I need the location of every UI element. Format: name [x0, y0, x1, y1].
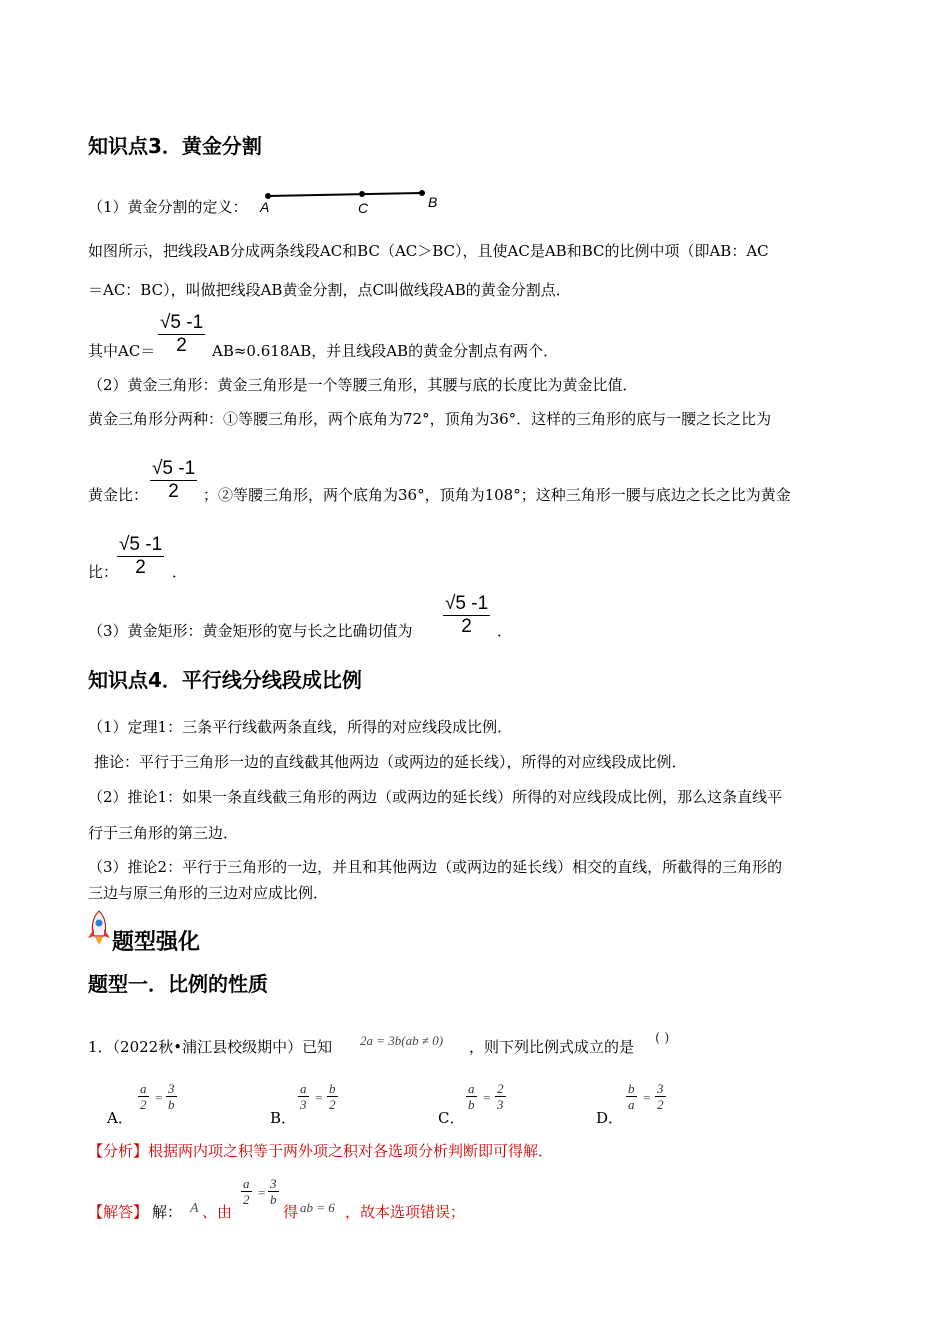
- k3-line8-pre: （3）黄金矩形：黄金矩形的宽与长之比确切值为: [88, 622, 413, 640]
- option-d-eq: =: [643, 1090, 651, 1105]
- k3-line5: 黄金三角形分两种：①等腰三角形，两个底角为72°，顶角为36°．这样的三角形的底与一腰之长之比为: [88, 410, 772, 428]
- k3-line4: （2）黄金三角形：黄金三角形是一个等腰三角形，其腰与底的长度比为黄金比值．: [88, 376, 638, 394]
- fraction-denominator: 2: [135, 557, 146, 578]
- golden-fraction-1: [158, 312, 205, 357]
- option-a-eq: =: [155, 1090, 163, 1105]
- q1-stem-post: ，则下列比例式成立的是: [469, 1038, 635, 1056]
- k3-line7-pre: 比：: [88, 563, 119, 581]
- fraction-denominator: 2: [176, 335, 187, 356]
- fraction-numerator: √5 -1: [445, 593, 489, 614]
- option-b-left-fraction: $\frac{a}{3}$: [300, 1081, 307, 1112]
- segment-line: [268, 193, 422, 196]
- q1-stem-pre: 1．（2022秋•浦江县校级期中）已知: [88, 1038, 333, 1056]
- k3-line7-post: ．: [172, 563, 188, 581]
- q1-answer-math: ab = 6: [300, 1200, 335, 1215]
- k4-line6: 三边与原三角形的三边对应成比例．: [88, 884, 329, 902]
- k3-line8-post: ．: [497, 622, 513, 640]
- q1-answer-a: A: [190, 1201, 199, 1216]
- label-c: C: [358, 200, 369, 216]
- golden-fraction-4: [443, 593, 490, 638]
- option-b-eq: =: [315, 1090, 323, 1105]
- golden-fraction-2: [150, 458, 197, 503]
- q1-answer-you: 、由: [202, 1203, 233, 1221]
- golden-fraction-3: [117, 534, 164, 579]
- k3-line6-post: ；②等腰三角形，两个底角为36°，顶角为108°；这种三角形一腰与底边之长之比为黄金: [203, 486, 791, 504]
- option-b-label[interactable]: B．: [270, 1109, 297, 1127]
- q1-answer-tail: ，故本选项错误；: [345, 1203, 466, 1221]
- q1-stem-math: 2a = 3b(ab ≠ 0): [360, 1033, 444, 1048]
- k4-line3: （2）推论1：如果一条直线截三角形的两边（或两边的延长线）所得的对应线段成比例，那么这条直线平: [88, 788, 783, 806]
- option-d-right-fraction: $\frac{3}{2}$: [657, 1081, 664, 1112]
- section-title: 题型强化: [112, 930, 201, 955]
- k3-line1: 如图所示，把线段AB分成两条线段AC和BC（AC＞BC），且使AC是AB和BC的比例中项（即AB：AC: [88, 242, 769, 260]
- option-b-right-fraction: $\frac{b}{2}$: [329, 1081, 336, 1112]
- option-d-label[interactable]: D．: [596, 1109, 624, 1127]
- heading-k3: 知识点3．黄金分割: [88, 134, 262, 158]
- k4-line1: （1）定理1：三条平行线截两条直线，所得的对应线段成比例．: [88, 718, 513, 736]
- option-c-eq: =: [483, 1090, 491, 1105]
- option-a-label[interactable]: A．: [107, 1109, 133, 1127]
- fraction-denominator: 2: [461, 616, 472, 637]
- section-subtitle: 题型一．比例的性质: [88, 972, 268, 996]
- point-c: [359, 191, 365, 197]
- golden-def-label: （1）黄金分割的定义：: [88, 198, 248, 216]
- k3-line3-pre: 其中AC＝: [88, 342, 156, 360]
- segment-diagram: [258, 186, 448, 216]
- k3-line3-post: AB≈0.618AB，并且线段AB的黄金分割点有两个．: [212, 342, 559, 360]
- q1-answer-right-fraction: $\frac{3}{b}$: [270, 1176, 277, 1207]
- k4-line4: 行于三角形的第三边．: [88, 824, 239, 842]
- option-c-left-fraction: $\frac{a}{b}$: [468, 1081, 475, 1112]
- q1-answer-eq: =: [258, 1185, 266, 1200]
- k3-line6-pre: 黄金比：: [88, 486, 149, 504]
- option-d-left-fraction: $\frac{b}{a}$: [628, 1081, 635, 1112]
- label-a: A: [260, 199, 270, 215]
- k4-line2: 推论：平行于三角形一边的直线截其他两边（或两边的延长线），所得的对应线段成比例．: [94, 753, 687, 771]
- option-a-left-fraction: $\frac{a}{2}$: [140, 1081, 147, 1112]
- q1-answer-jie: 解：: [152, 1203, 183, 1221]
- fraction-denominator: 2: [168, 481, 179, 502]
- q1-analysis: 【分析】根据两内项之积等于两外项之积对各选项分析判断即可得解．: [88, 1142, 554, 1160]
- point-b: [419, 190, 425, 196]
- k3-line2: ＝AC：BC），叫做把线段AB黄金分割，点C叫做线段AB的黄金分割点．: [88, 281, 571, 299]
- k4-line5: （3）推论2：平行于三角形的一边，并且和其他两边（或两边的延长线）相交的直线，所截得的三角形的: [88, 858, 783, 876]
- fraction-numerator: √5 -1: [160, 312, 204, 333]
- fraction-numerator: √5 -1: [119, 534, 163, 555]
- option-c-label[interactable]: C．: [438, 1109, 465, 1127]
- q1-answer-tag: 【解答】: [88, 1203, 149, 1221]
- option-a-right-fraction: $\frac{3}{b}$: [168, 1081, 175, 1112]
- q1-answer-de: 得: [283, 1203, 299, 1221]
- label-b: B: [428, 194, 438, 210]
- heading-k4: 知识点4．平行线分线段成比例: [88, 668, 362, 692]
- option-c-right-fraction: $\frac{2}{3}$: [497, 1081, 504, 1112]
- fraction-numerator: √5 -1: [152, 458, 196, 479]
- q1-answer-left-fraction: $\frac{a}{2}$: [243, 1176, 250, 1207]
- rocket-icon: [86, 910, 112, 946]
- q1-answer-paren: ( ): [655, 1031, 670, 1046]
